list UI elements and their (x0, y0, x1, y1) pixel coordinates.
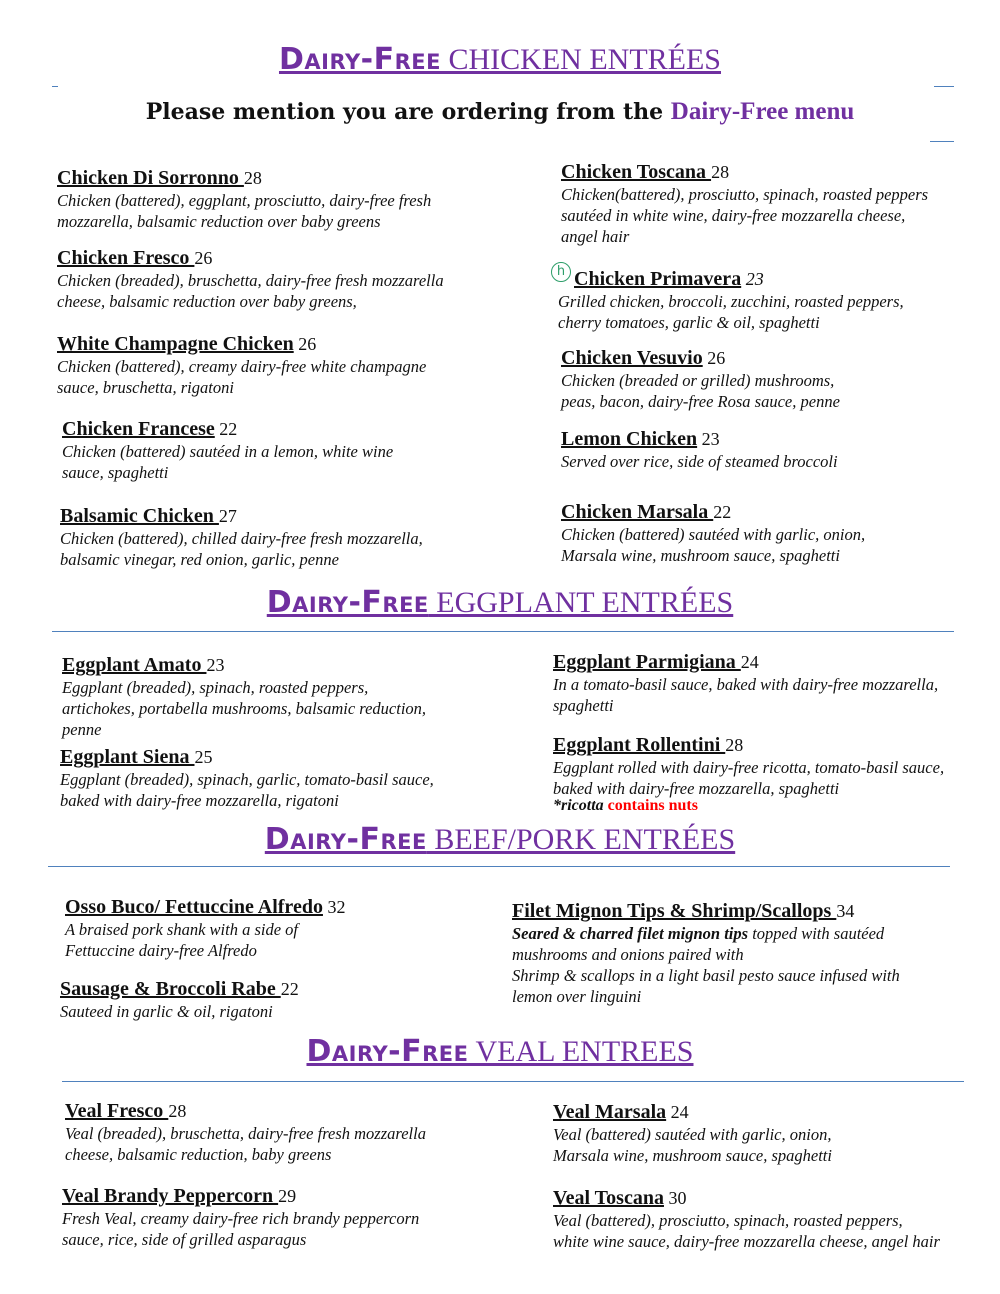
item-name: Chicken Fresco (57, 247, 195, 269)
menu-item (57, 332, 426, 398)
item-price: 22 (214, 419, 238, 439)
item-price: 28 (725, 735, 744, 755)
item-description: Veal (battered) sautéed with garlic, onion, Marsala wine, mushroom sauce, spaghetti (553, 1125, 832, 1165)
section-title-beef-pork (0, 822, 1000, 858)
item-price: 22 (280, 979, 299, 999)
item-name: Chicken Primavera (574, 268, 742, 290)
menu-item (512, 899, 900, 1007)
menu-item (60, 504, 423, 570)
menu-item (561, 160, 928, 247)
item-name: Chicken Di Sorronno (57, 167, 244, 189)
item-name: Osso Buco/ Fettuccine Alfredo (65, 896, 323, 918)
section-title-text: CHICKEN ENTRÉES (441, 43, 721, 76)
section-title-dairy-free: Dairy-Free (278, 42, 441, 77)
item-name: Veal Brandy Peppercorn (62, 1185, 279, 1207)
menu-item (60, 977, 299, 1022)
menu-item (60, 745, 434, 811)
item-price: 25 (194, 747, 213, 767)
item-name: Chicken Vesuvio (561, 347, 703, 369)
item-name: Veal Marsala (553, 1101, 667, 1123)
menu-item (561, 346, 840, 412)
item-description: Chicken (battered), eggplant, prosciutto, dairy-free fresh mozzarella, balsamic reduction over baby greens (57, 191, 432, 231)
item-price: 29 (278, 1186, 297, 1206)
menu-item (561, 427, 838, 472)
item-name: Eggplant Parmigiana (553, 651, 741, 673)
item-description: Chicken (battered) sautéed with garlic, onion, Marsala wine, mushroom sauce, spaghetti (561, 525, 866, 565)
item-price: 27 (218, 506, 237, 526)
item-description: In a tomato-basil sauce, baked with dairy-free mozzarella, spaghetti (553, 675, 939, 715)
item-price: 24 (740, 652, 759, 672)
h-circle-icon: h (551, 262, 571, 282)
item-description-highlight: Seared & charred filet mignon tips (512, 924, 749, 943)
divider (48, 866, 950, 867)
item-price: 34 (836, 901, 855, 921)
item-price: 24 (666, 1102, 689, 1122)
item-price: 26 (194, 248, 213, 268)
item-name: Balsamic Chicken (60, 505, 219, 527)
item-price: 23 (697, 429, 720, 449)
note-text: *ricotta (553, 797, 608, 814)
menu-item (553, 1186, 940, 1252)
menu-item (57, 246, 444, 312)
item-description: Chicken (battered), chilled dairy-free fresh mozzarella, balsamic vinegar, red onion, garlic, penne (60, 529, 423, 569)
item-description: Veal (breaded), bruschetta, dairy-free fresh mozzarella cheese, balsamic reduction, baby greens (65, 1124, 426, 1164)
item-price: 23 (741, 269, 764, 289)
item-description: Veal (battered), prosciutto, spinach, roasted peppers, white wine sauce, dairy-free mozzarella cheese, angel hair (553, 1211, 940, 1251)
item-name: White Champagne Chicken (57, 333, 294, 355)
item-description: Chicken (battered) sautéed in a lemon, white wine sauce, spaghetti (62, 442, 394, 482)
section-title-veal (0, 1034, 1000, 1070)
menu-item (65, 1099, 426, 1165)
section-title-chicken (0, 42, 1000, 78)
item-price: 28 (168, 1101, 187, 1121)
section-title-eggplant (0, 585, 1000, 621)
item-description: Chicken(battered), prosciutto, spinach, roasted peppers sautéed in white wine, dairy-free mozzarella cheese, angel hair (561, 185, 929, 246)
menu-item (62, 417, 393, 483)
item-name: Lemon Chicken (561, 428, 698, 450)
item-price: 30 (663, 1188, 687, 1208)
item-price: 23 (206, 655, 225, 675)
item-description: Chicken (battered), creamy dairy-free white champagne sauce, bruschetta, rigatoni (57, 357, 427, 397)
menu-item (62, 653, 426, 740)
item-name: Chicken Francese (62, 418, 215, 440)
divider (52, 631, 954, 632)
divider (934, 86, 954, 87)
section-title-dairy-free: Dairy-Free (306, 1034, 469, 1069)
item-name: Eggplant Siena (60, 746, 195, 768)
section-title-text: BEEF/PORK ENTRÉES (426, 823, 736, 856)
item-description: Sauteed in garlic & oil, rigatoni (60, 1002, 273, 1021)
item-name: Filet Mignon Tips & Shrimp/Scallops (512, 900, 837, 922)
section-title-text: VEAL ENTREES (468, 1035, 694, 1068)
item-description: A braised pork shank with a side of Fettuccine dairy-free Alfredo (65, 920, 298, 960)
menu-item (561, 500, 865, 566)
divider (52, 86, 58, 87)
item-description: topped with sautéed mushrooms and onions paired with Shrimp & scallops in a light basil pesto sauce infused with lemon over linguini (512, 924, 900, 1006)
item-price: 26 (702, 348, 726, 368)
menu-item (62, 1184, 419, 1250)
note-warning: contains nuts (607, 797, 698, 814)
allergy-note (553, 797, 698, 815)
item-description: Chicken (breaded or grilled) mushrooms, peas, bacon, dairy-free Rosa sauce, penne (561, 371, 840, 411)
divider (62, 1081, 964, 1082)
item-name: Chicken Marsala (561, 501, 714, 523)
section-title-dairy-free: Dairy-Free (266, 585, 429, 620)
item-price: 32 (322, 897, 346, 917)
subtitle-highlight: Dairy-Free menu (670, 98, 855, 125)
item-description: Eggplant (breaded), spinach, garlic, tomato-basil sauce, baked with dairy-free mozzarella, rigatoni (60, 770, 434, 810)
divider (930, 141, 954, 142)
item-description: Eggplant rolled with dairy-free ricotta, tomato-basil sauce, baked with dairy-free mozzarella, spaghetti (553, 758, 945, 798)
menu-subtitle (0, 98, 1000, 126)
section-title-text: EGGPLANT ENTRÉES (428, 586, 734, 619)
item-description: Fresh Veal, creamy dairy-free rich brandy peppercorn sauce, rice, side of grilled asparagus (62, 1209, 420, 1249)
menu-item (57, 166, 431, 232)
item-price: 28 (243, 168, 262, 188)
item-name: Eggplant Rollentini (553, 734, 726, 756)
item-name: Eggplant Amato (62, 654, 207, 676)
subtitle-text: Please mention you are ordering from the (145, 99, 671, 125)
item-description: Chicken (breaded), bruschetta, dairy-free fresh mozzarella cheese, balsamic reduction over baby greens, (57, 271, 444, 311)
item-price: 28 (711, 162, 730, 182)
item-name: Veal Toscana (553, 1187, 664, 1209)
item-name: Veal Fresco (65, 1100, 169, 1122)
menu-item (553, 650, 938, 716)
item-name: Sausage & Broccoli Rabe (60, 978, 281, 1000)
section-title-dairy-free: Dairy-Free (264, 822, 427, 857)
item-description: Grilled chicken, broccoli, zucchini, roasted peppers, cherry tomatoes, garlic & oil, spaghetti (558, 292, 904, 332)
menu-item (558, 267, 904, 333)
menu-item (65, 895, 345, 961)
item-price: 26 (293, 334, 317, 354)
item-price: 22 (713, 502, 732, 522)
item-name: Chicken Toscana (561, 161, 712, 183)
item-description: Eggplant (breaded), spinach, roasted peppers, artichokes, portabella mushrooms, balsamic reduction, penne (62, 678, 427, 739)
menu-item (553, 1100, 832, 1166)
menu-item (553, 733, 944, 799)
item-description: Served over rice, side of steamed broccoli (561, 452, 838, 471)
